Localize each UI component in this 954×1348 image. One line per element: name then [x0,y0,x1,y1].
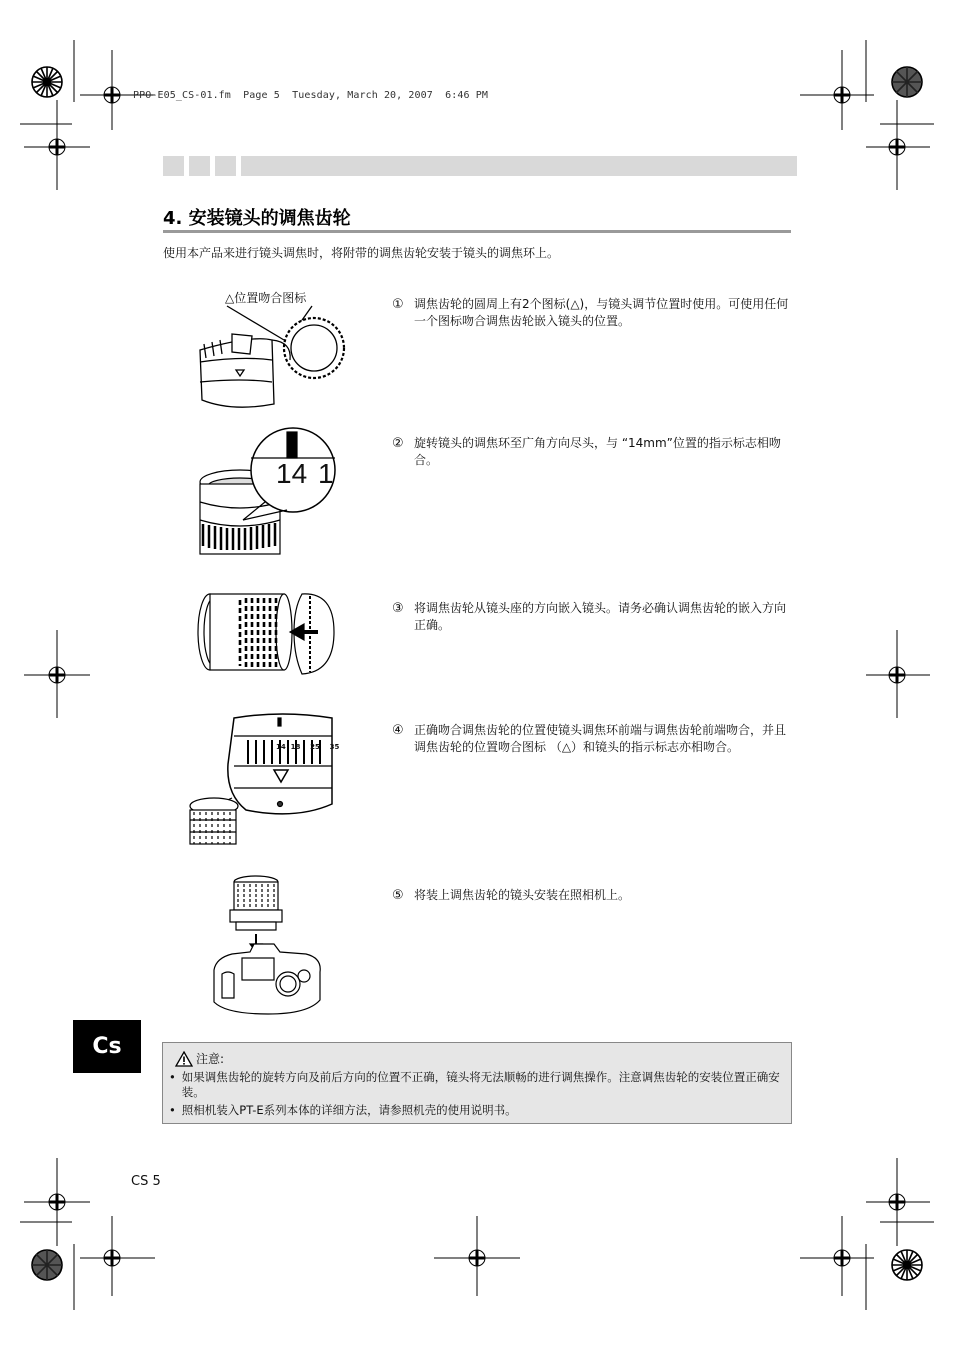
scale-partial-label: 1 [318,458,334,489]
scale-14-label: 14 [276,458,308,489]
figure-lens-14mm [195,422,345,562]
caution-box [162,1042,792,1124]
header-block-3 [215,156,236,176]
header-block-1 [163,156,184,176]
header-block-2 [189,156,210,176]
header-bar [241,156,797,176]
caution-item-1-text: 如果调焦齿轮的旋转方向及前后方向的位置不正确，镜头将无法顺畅的进行调焦操作。注意调焦齿轮的安装位置正确安装。 [181,1070,780,1099]
step-4-text: 正确吻合调焦齿轮的位置使镜头调焦环前端与调焦齿轮前端吻合，并且调焦齿轮的位置吻合图标 （△）和镜头的指示标志亦相吻合。 [414,723,787,754]
figure-lens-camera [208,874,338,1024]
step-1-number: ① [392,297,404,312]
step-2 [392,435,792,469]
step-4-number: ④ [392,723,404,738]
step-3-text: 将调焦齿轮从镜头座的方向嵌入镜头。请务必确认调焦齿轮的嵌入方向正确。 [414,601,787,632]
caution-item-2-text: 照相机装入PT-E系列本体的详细方法，请参照机壳的使用说明书。 [181,1103,517,1117]
step-5 [392,887,792,904]
step-3-number: ③ [392,601,404,616]
caution-item: • 照相机装入PT-E系列本体的详细方法，请参照机壳的使用说明书。 [169,1103,517,1117]
section-intro: 使用本产品来进行镜头调焦时，将附带的调焦齿轮安装于镜头的调焦环上。 [163,246,560,260]
step-4 [392,722,792,756]
mark-callout-label: △位置吻合图标 [225,291,307,305]
caution-heading-text: 注意: [196,1052,225,1066]
ring-scale-label: 14 18 25 35 [276,743,340,751]
page-number: CS 5 [131,1174,161,1189]
warning-triangle-icon [175,1051,193,1067]
language-tab: Cs [73,1020,141,1073]
step-5-number: ⑤ [392,888,404,903]
caution-item: • 如果调焦齿轮的旋转方向及前后方向的位置不正确，镜头将无法顺畅的进行调焦操作。注意调焦齿轮的安装位置正确安装。 [169,1070,780,1099]
step-1-text: 调焦齿轮的圆周上有2个图标(△)，与镜头调节位置时使用。可使用任何一个图标吻合调焦齿轮嵌入镜头的位置。 [414,297,789,328]
figure-gear-insert [194,586,344,686]
caution-heading [175,1050,224,1067]
step-2-text: 旋转镜头的调焦环至广角方向尽头，与 “14mm”位置的指示标志相吻合。 [414,436,781,467]
figure-gear-mark [192,300,392,420]
file-slug-line: PPO-E05_CS-01.fm Page 5 Tuesday, March 20, 2007 6:46 PM [133,90,488,101]
step-2-number: ② [392,436,404,451]
figure-gear-align [186,714,346,854]
title-underline [163,230,791,233]
step-5-text: 将装上调焦齿轮的镜头安装在照相机上。 [414,888,631,902]
caution-list [169,1070,781,1121]
step-3 [392,600,792,634]
step-1 [392,296,792,330]
section-title: 4. 安装镜头的调焦齿轮 [163,208,351,229]
